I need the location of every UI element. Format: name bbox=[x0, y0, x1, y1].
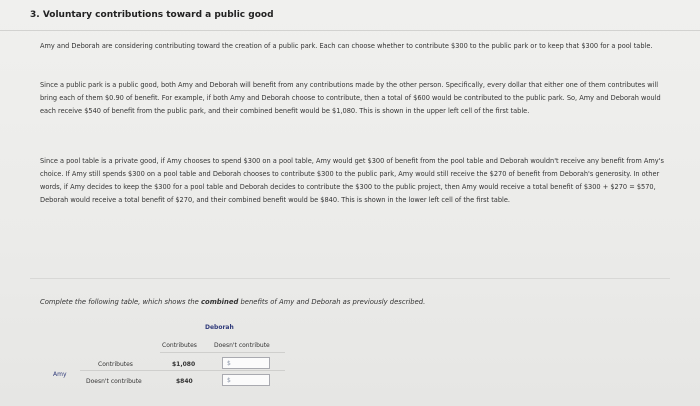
column-player-label: Deborah bbox=[205, 324, 234, 331]
header-rule bbox=[160, 352, 285, 353]
row-rule bbox=[80, 370, 285, 371]
question-title: 3. Voluntary contributions toward a public good bbox=[30, 10, 274, 20]
cell-neither-contribute-input[interactable]: $ bbox=[222, 374, 270, 386]
row-header-contributes: Contributes bbox=[98, 361, 133, 368]
cell-both-contribute: $1,080 bbox=[172, 361, 196, 368]
row-player-label: Amy bbox=[53, 371, 67, 378]
prompt-text-after: benefits of Amy and Deborah as previously described. bbox=[238, 298, 426, 306]
prompt-text-before: Complete the following table, which shows the bbox=[40, 298, 202, 306]
column-header-contributes: Contributes bbox=[162, 342, 197, 349]
paragraph-private-good: Since a pool table is a private good, if Amy chooses to spend $300 on a pool table, Amy would get $300 of benefit from the pool table and Deborah wouldn't receive any benefit from Amy's choice. If Amy still spends $300 on a pool table and Deborah chooses to contribute $300 to the public park, Amy would still receive the $270 of benefit from Deborah's generosity. In other words, if Amy decides to keep the $300 for a pool table and Deborah decides to contribute the $300 to the public project, then Amy would receive a total benefit of $300 + $270 = $570, Deborah would receive a total benefit of $270, and their combined benefit would be $840. This is shown in the lower left cell of the first table. bbox=[40, 157, 664, 204]
column-header-doesnt-contribute: Doesn't contribute bbox=[214, 342, 270, 349]
cell-amy-no-deborah-yes: $840 bbox=[176, 378, 193, 385]
paragraph-intro: Amy and Deborah are considering contributing toward the creation of a public park. Each can choose whether to contribute $300 to the public park or to keep that $300 for a pool table. bbox=[40, 42, 653, 50]
prompt-emphasis: combined bbox=[201, 298, 239, 306]
paragraph-public-good: Since a public park is a public good, both Amy and Deborah will benefit from any contributions made by the other person. Specifically, every dollar that either one of them contributes will bring each of them $0.90 of benefit. For example, if both Amy and Deborah choose to contribute, then a total of $600 would be contributed to the public park. So, Amy and Deborah would each receive $540 of benefit from the public park, and their combined benefit would be $1,080. This is shown in the upper left cell of the first table. bbox=[40, 81, 661, 115]
row-header-doesnt-contribute: Doesn't contribute bbox=[86, 378, 142, 385]
cell-amy-yes-deborah-no-input[interactable]: $ bbox=[222, 357, 270, 369]
